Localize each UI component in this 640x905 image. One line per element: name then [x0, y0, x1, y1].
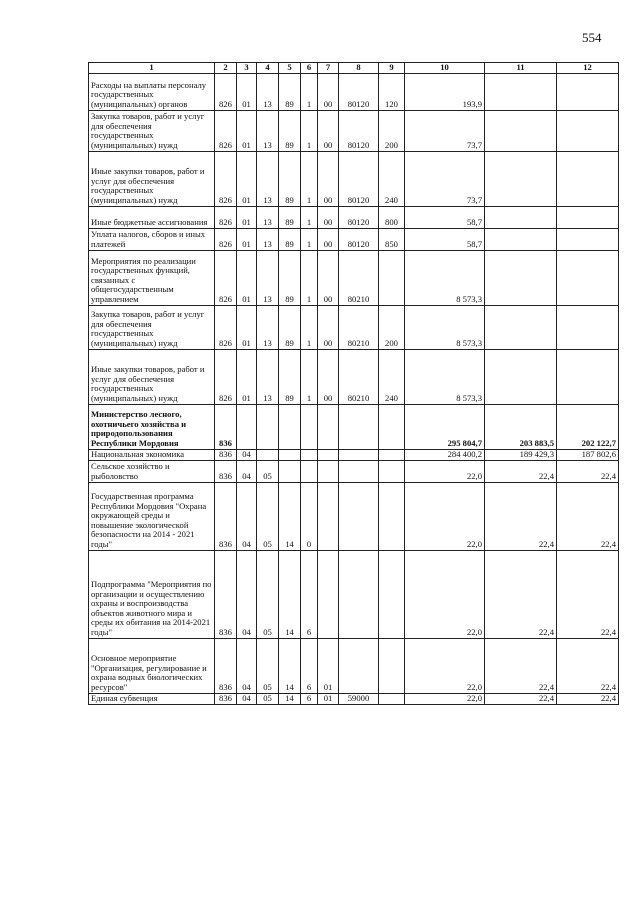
table-cell: 22,0 [405, 550, 485, 638]
table-cell [557, 110, 619, 151]
row-name-cell: Министерство лесного, охотничьего хозяйства и природопользования Республики Мордовия [89, 404, 215, 449]
budget-table [88, 62, 619, 705]
table-cell: 89 [279, 110, 301, 151]
column-header: 10 [405, 63, 485, 74]
table-cell: 13 [257, 250, 279, 305]
table-row [89, 349, 619, 404]
table-cell: 13 [257, 305, 279, 349]
table-cell [339, 638, 379, 693]
table-cell: 01 [237, 305, 257, 349]
table-cell: 80120 [339, 151, 379, 206]
table-cell [557, 228, 619, 250]
table-cell: 01 [237, 151, 257, 206]
table-cell: 14 [279, 550, 301, 638]
table-cell: 800 [379, 206, 405, 228]
table-cell: 22,0 [405, 693, 485, 704]
table-cell: 01 [318, 693, 339, 704]
table-cell [557, 349, 619, 404]
row-name-cell: Закупка товаров, работ и услуг для обеспечения государственных (муниципальных) нужд [89, 305, 215, 349]
table-cell: 22,0 [405, 482, 485, 550]
table-cell [557, 250, 619, 305]
table-row [89, 305, 619, 349]
table-cell [485, 349, 557, 404]
table-cell: 01 [237, 349, 257, 404]
table-cell: 00 [318, 349, 339, 404]
table-header-row [89, 63, 619, 74]
table-cell: 89 [279, 228, 301, 250]
table-row [89, 250, 619, 305]
table-row [89, 110, 619, 151]
table-cell [339, 482, 379, 550]
table-cell: 22,4 [485, 638, 557, 693]
table-cell: 295 804,7 [405, 404, 485, 449]
table-cell: 284 400,2 [405, 449, 485, 460]
table-row [89, 482, 619, 550]
table-cell [485, 250, 557, 305]
table-cell: 22,4 [557, 638, 619, 693]
table-cell: 89 [279, 305, 301, 349]
table-cell [279, 460, 301, 482]
table-row [89, 460, 619, 482]
table-cell: 836 [215, 482, 237, 550]
table-cell: 01 [318, 638, 339, 693]
table-cell [379, 449, 405, 460]
table-cell: 80120 [339, 110, 379, 151]
column-header: 7 [318, 63, 339, 74]
table-cell: 89 [279, 73, 301, 110]
table-cell: 00 [318, 250, 339, 305]
table-cell: 200 [379, 110, 405, 151]
column-header: 11 [485, 63, 557, 74]
table-cell [301, 449, 318, 460]
table-cell: 00 [318, 206, 339, 228]
table-cell: 240 [379, 151, 405, 206]
table-cell: 22,4 [485, 460, 557, 482]
table-cell: 8 573,3 [405, 349, 485, 404]
table-cell [318, 449, 339, 460]
table-cell: 00 [318, 110, 339, 151]
table-cell: 1 [301, 151, 318, 206]
table-cell: 01 [237, 206, 257, 228]
table-cell: 826 [215, 228, 237, 250]
row-name-cell: Единая субвенция [89, 693, 215, 704]
table-cell [318, 404, 339, 449]
table-cell: 80210 [339, 305, 379, 349]
table-cell: 13 [257, 206, 279, 228]
table-cell [557, 305, 619, 349]
table-cell: 04 [237, 449, 257, 460]
table-cell: 59000 [339, 693, 379, 704]
row-name-cell: Основное мероприятие "Организация, регулирование и охрана водных биологических ресурсов" [89, 638, 215, 693]
table-cell: 05 [257, 482, 279, 550]
table-cell [339, 404, 379, 449]
table-cell: 14 [279, 693, 301, 704]
table-cell: 202 122,7 [557, 404, 619, 449]
table-cell: 1 [301, 349, 318, 404]
table-cell: 13 [257, 110, 279, 151]
table-cell: 836 [215, 638, 237, 693]
table-cell [379, 638, 405, 693]
table-cell: 826 [215, 73, 237, 110]
table-cell: 1 [301, 305, 318, 349]
table-cell [485, 305, 557, 349]
table-cell: 187 802,6 [557, 449, 619, 460]
page-number: 554 [582, 30, 602, 45]
table-cell: 189 429,3 [485, 449, 557, 460]
table-cell [379, 250, 405, 305]
table-cell [339, 449, 379, 460]
table-cell: 01 [237, 250, 257, 305]
table-cell [339, 550, 379, 638]
table-cell: 6 [301, 693, 318, 704]
table-cell: 00 [318, 305, 339, 349]
table-cell: 73,7 [405, 151, 485, 206]
table-cell: 22,4 [557, 693, 619, 704]
table-cell: 22,0 [405, 638, 485, 693]
table-cell: 14 [279, 482, 301, 550]
row-name-cell: Мероприятия по реализации государственных функций, связанных с общегосударственным управлением [89, 250, 215, 305]
table-cell: 13 [257, 151, 279, 206]
table-cell [279, 449, 301, 460]
table-cell [485, 110, 557, 151]
table-cell: 836 [215, 404, 237, 449]
table-cell: 22,4 [485, 693, 557, 704]
table-cell: 836 [215, 449, 237, 460]
row-name-cell: Иные бюджетные ассигнования [89, 206, 215, 228]
table-cell: 05 [257, 638, 279, 693]
table-cell: 200 [379, 305, 405, 349]
column-header: 2 [215, 63, 237, 74]
table-cell [557, 206, 619, 228]
table-cell: 80120 [339, 228, 379, 250]
table-cell: 00 [318, 73, 339, 110]
table-cell [379, 693, 405, 704]
table-cell: 826 [215, 206, 237, 228]
table-cell: 826 [215, 151, 237, 206]
row-name-cell: Государственная программа Республики Мордовия "Охрана окружающей среды и повышение экологической безопасности на 2014 - 2021 годы" [89, 482, 215, 550]
table-cell [279, 404, 301, 449]
table-cell: 22,4 [485, 482, 557, 550]
table-cell: 13 [257, 73, 279, 110]
table-cell [257, 449, 279, 460]
table-cell [485, 228, 557, 250]
table-cell: 0 [301, 482, 318, 550]
table-cell: 120 [379, 73, 405, 110]
table-cell: 73,7 [405, 110, 485, 151]
table-cell [485, 206, 557, 228]
table-cell: 80210 [339, 349, 379, 404]
column-header: 3 [237, 63, 257, 74]
column-header: 5 [279, 63, 301, 74]
table-cell: 203 883,5 [485, 404, 557, 449]
row-name-cell: Иные закупки товаров, работ и услуг для обеспечения государственных (муниципальных) нужд [89, 151, 215, 206]
table-cell: 89 [279, 349, 301, 404]
table-cell: 22,4 [557, 550, 619, 638]
table-row [89, 206, 619, 228]
table-cell: 22,4 [557, 460, 619, 482]
table-cell [485, 73, 557, 110]
table-cell: 22,4 [485, 550, 557, 638]
table-cell: 05 [257, 460, 279, 482]
table-cell: 01 [237, 110, 257, 151]
table-cell: 01 [237, 73, 257, 110]
table-cell: 22,0 [405, 460, 485, 482]
table-row [89, 404, 619, 449]
row-name-cell: Подпрограмма "Мероприятия по организации и осуществлению охраны и воспроизводства объектов животного мира и среды их обитания на 2014-2021 годы" [89, 550, 215, 638]
table-row [89, 693, 619, 704]
table-cell: 80120 [339, 206, 379, 228]
table-cell: 01 [237, 228, 257, 250]
column-header: 8 [339, 63, 379, 74]
table-cell: 850 [379, 228, 405, 250]
table-cell: 22,4 [557, 482, 619, 550]
table-cell: 05 [257, 550, 279, 638]
table-cell: 13 [257, 228, 279, 250]
row-name-cell: Закупка товаров, работ и услуг для обеспечения государственных (муниципальных) нужд [89, 110, 215, 151]
row-name-cell: Иные закупки товаров, работ и услуг для обеспечения государственных (муниципальных) нужд [89, 349, 215, 404]
table-cell: 14 [279, 638, 301, 693]
table-cell: 826 [215, 349, 237, 404]
table-cell [237, 404, 257, 449]
table-cell: 8 573,3 [405, 250, 485, 305]
table-cell: 04 [237, 638, 257, 693]
column-header: 6 [301, 63, 318, 74]
table-cell [339, 460, 379, 482]
table-cell [318, 460, 339, 482]
table-cell: 1 [301, 228, 318, 250]
table-cell: 836 [215, 460, 237, 482]
table-row [89, 449, 619, 460]
table-cell: 00 [318, 228, 339, 250]
table-cell: 04 [237, 482, 257, 550]
table-cell: 04 [237, 550, 257, 638]
table-cell [301, 460, 318, 482]
table-cell: 58,7 [405, 228, 485, 250]
table-cell [379, 460, 405, 482]
table-cell: 836 [215, 550, 237, 638]
table-cell [318, 482, 339, 550]
table-cell: 6 [301, 638, 318, 693]
table-cell: 240 [379, 349, 405, 404]
table-cell: 836 [215, 693, 237, 704]
table-cell [257, 404, 279, 449]
column-header: 4 [257, 63, 279, 74]
table-cell: 00 [318, 151, 339, 206]
table-cell [557, 73, 619, 110]
table-cell: 80210 [339, 250, 379, 305]
row-name-cell: Расходы на выплаты персоналу государственных (муниципальных) органов [89, 73, 215, 110]
table-cell: 1 [301, 73, 318, 110]
table-cell: 826 [215, 250, 237, 305]
table-cell [485, 151, 557, 206]
table-cell: 6 [301, 550, 318, 638]
table-cell [379, 550, 405, 638]
table-row [89, 73, 619, 110]
table-cell: 826 [215, 305, 237, 349]
table-cell: 05 [257, 693, 279, 704]
table-cell: 1 [301, 250, 318, 305]
table-cell: 193,9 [405, 73, 485, 110]
table-cell: 89 [279, 206, 301, 228]
table-cell: 89 [279, 151, 301, 206]
table-cell: 04 [237, 693, 257, 704]
table-cell: 826 [215, 110, 237, 151]
table-row [89, 228, 619, 250]
table-cell: 89 [279, 250, 301, 305]
table-cell [557, 151, 619, 206]
table-cell: 13 [257, 349, 279, 404]
table-cell [379, 404, 405, 449]
column-header: 9 [379, 63, 405, 74]
table-row [89, 151, 619, 206]
table-row [89, 550, 619, 638]
table-cell: 1 [301, 110, 318, 151]
row-name-cell: Уплата налогов, сборов и иных платежей [89, 228, 215, 250]
row-name-cell: Сельское хозяйство и рыболовство [89, 460, 215, 482]
table-cell: 8 573,3 [405, 305, 485, 349]
column-header: 12 [557, 63, 619, 74]
row-name-cell: Национальная экономика [89, 449, 215, 460]
table-cell: 04 [237, 460, 257, 482]
table-row [89, 638, 619, 693]
table-cell: 1 [301, 206, 318, 228]
table-cell [301, 404, 318, 449]
table-cell: 80120 [339, 73, 379, 110]
table-cell [318, 550, 339, 638]
table-cell [379, 482, 405, 550]
table-cell: 58,7 [405, 206, 485, 228]
column-header: 1 [89, 63, 215, 74]
